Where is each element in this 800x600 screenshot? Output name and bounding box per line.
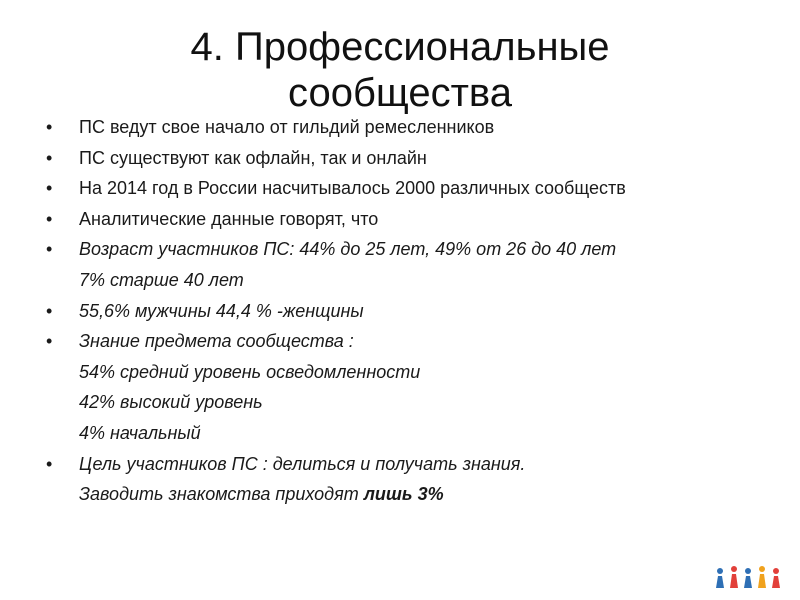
bullet-item (52, 204, 772, 235)
bullet-text: • Возраст участников ПС: 44% до 25 лет, 49% от 26 до 40 лет (79, 239, 617, 260)
bullet-list (52, 112, 772, 510)
bullet-item (52, 112, 772, 143)
people-figures-icon (716, 566, 780, 588)
continuation-line (52, 479, 772, 510)
bullet-text: 7% старше 40 лет (79, 269, 244, 290)
continuation-line (52, 418, 772, 449)
bullet-text: • Цель участников ПС : делиться и получать знания. (79, 453, 526, 474)
bullet-item (52, 173, 772, 204)
bullet-item (52, 143, 772, 174)
bullet-text: • Знание предмета сообщества : (79, 331, 354, 352)
continuation-line (52, 265, 772, 296)
bullet-text: • ПС существуют как офлайн, так и онлайн (79, 147, 427, 168)
bullet-text: • ПС ведут свое начало от гильдий ремесленников (79, 117, 495, 137)
bullet-text: • На 2014 год в России насчитывалось 2000 различных сообществ (79, 178, 626, 199)
bullet-item (52, 296, 772, 327)
goal-text: Заводить знакомства приходят (79, 484, 364, 505)
title-line-1: 4. Профессиональные (190, 25, 610, 69)
community-logo (712, 562, 786, 590)
slide-title (0, 24, 800, 116)
goal-emphasis: лишь 3% (363, 484, 444, 505)
title-line-2: сообщества (288, 71, 512, 115)
bullet-text: 42% высокий уровень (79, 392, 263, 413)
bullet-text: • Аналитические данные говорят, что (79, 208, 379, 229)
continuation-line (52, 387, 772, 418)
bullet-text: 4% начальный (79, 422, 201, 443)
continuation-line (52, 357, 772, 388)
bullet-item (52, 234, 772, 265)
bullet-item (52, 326, 772, 357)
bullet-text: • 55,6% мужчины 44,4 % -женщины (79, 300, 364, 321)
bullet-text (79, 479, 444, 510)
bullet-item (52, 449, 772, 480)
bullet-text: 54% средний уровень осведомленности (79, 361, 421, 382)
